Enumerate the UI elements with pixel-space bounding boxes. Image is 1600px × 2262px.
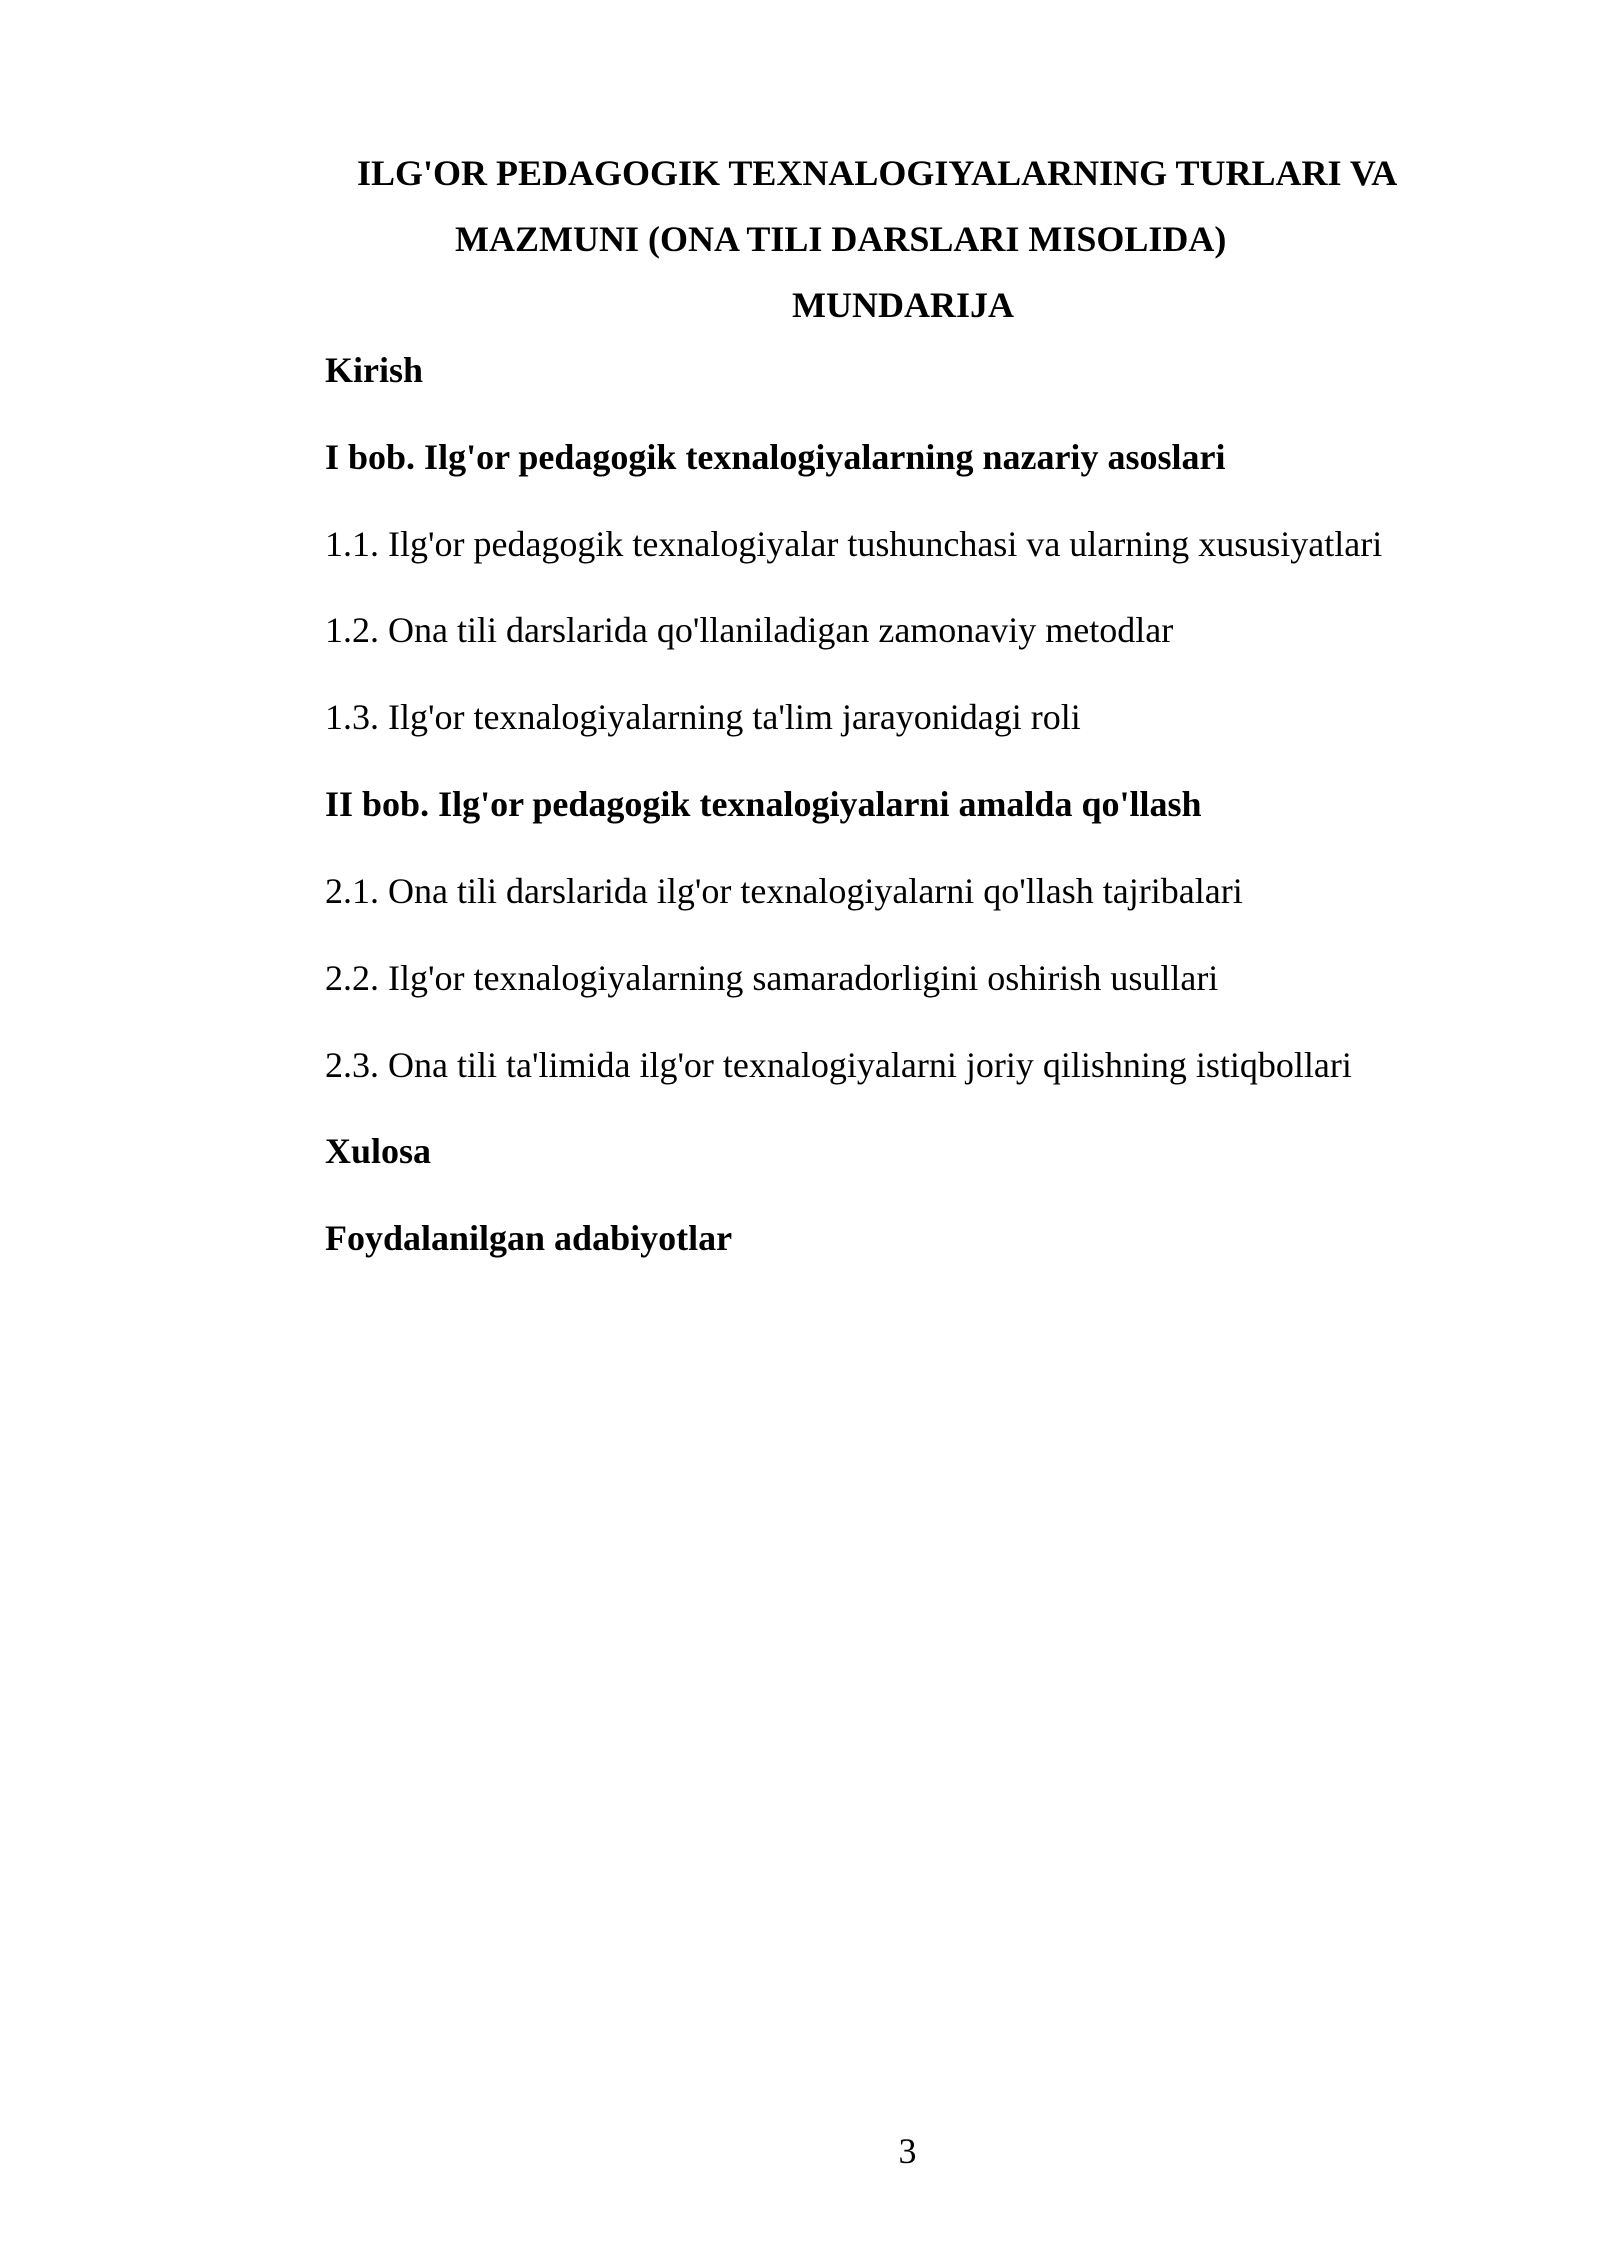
document-title-line-1: ILG'OR PEDAGOGIK TEXNALOGIYALARNING TURLARI VA <box>357 153 1398 193</box>
toc-entry-section-1-3: 1.3. Ilg'or texnalogiyalarning ta'lim jarayonidagi roli <box>325 697 1081 737</box>
toc-heading: MUNDARIJA <box>792 285 1014 325</box>
toc-entry-chapter-1: I bob. Ilg'or pedagogik texnalogiyalarning nazariy asoslari <box>325 437 1226 477</box>
page-number: 3 <box>898 2131 917 2171</box>
toc-entry-chapter-2: II bob. Ilg'or pedagogik texnalogiyalarni amalda qo'llash <box>325 784 1202 824</box>
toc-entry-references: Foydalanilgan adabiyotlar <box>325 1218 733 1258</box>
document-title-line-2: MAZMUNI (ONA TILI DARSLARI MISOLIDA) <box>455 219 1227 259</box>
toc-entry-section-2-1: 2.1. Ona tili darslarida ilg'or texnalogiyalarni qo'llash tajribalari <box>325 871 1243 911</box>
toc-entry-introduction: Kirish <box>325 350 424 390</box>
toc-entry-conclusion: Xulosa <box>325 1131 432 1171</box>
toc-entry-section-2-2: 2.2. Ilg'or texnalogiyalarning samaradorligini oshirish usullari <box>325 958 1219 998</box>
toc-entry-section-2-3: 2.3. Ona tili ta'limida ilg'or texnalogiyalarni joriy qilishning istiqbollari <box>325 1045 1352 1085</box>
toc-entry-section-1-2: 1.2. Ona tili darslarida qo'llaniladigan zamonaviy metodlar <box>325 610 1174 650</box>
toc-entry-section-1-1: 1.1. Ilg'or pedagogik texnalogiyalar tushunchasi va ularning xususiyatlari <box>325 524 1383 564</box>
